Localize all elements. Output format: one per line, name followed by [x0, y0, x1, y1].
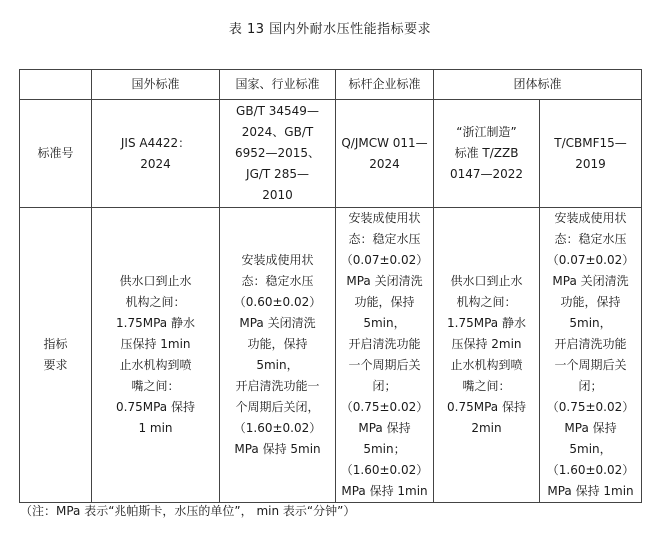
table-title: 表 13 国内外耐水压性能指标要求 [228, 22, 432, 37]
cell-req-zhejiang: 供水口到止水 机构之间： 1.75MPa 静水 压保持 2min 止水机构到喷 嘴之间： 0.75MPa 保持 2min [434, 208, 540, 503]
cell-standard-foreign: JIS A4422： 2024 [92, 100, 220, 208]
table-row [20, 208, 642, 503]
cell-standard-cbmf: T/CBMF15— 2019 [540, 100, 642, 208]
cell-req-cbmf: 安装成使用状 态：稳定水压 （0.07±0.02） MPa 关闭清洗 功能，保持 5min， 开启清洗功能 一个周期后关 闭； （0.75±0.02） MPa 保持 5min， （1.60±0.02） MPa 保持 1min [540, 208, 642, 503]
table-row [20, 100, 642, 208]
cell-standard-zhejiang: “浙江制造” 标准 T/ZZB 0147—2022 [434, 100, 540, 208]
header-benchmark-enterprise-standard: 标杆企业标准 [336, 70, 434, 100]
cell-standard-national: GB/T 34549— 2024、GB/T 6952—2015、 JG/T 285— 2010 [220, 100, 336, 208]
row-label-requirements: 指标 要求 [20, 208, 92, 503]
row-label-standard-number: 标准号 [20, 100, 92, 208]
cell-req-foreign: 供水口到止水 机构之间： 1.75MPa 静水 压保持 1min 止水机构到喷 嘴之间： 0.75MPa 保持 1 min [92, 208, 220, 503]
footnote: （注：MPa 表示“兆帕斯卡，水压的单位”， min 表示“分钟”） [20, 504, 356, 518]
header-foreign-standard: 国外标准 [92, 70, 220, 100]
header-row [20, 70, 642, 100]
header-group-standard: 团体标准 [434, 70, 642, 100]
header-national-standard: 国家、行业标准 [220, 70, 336, 100]
requirements-table [19, 69, 642, 503]
cell-req-benchmark: 安装成使用状 态：稳定水压 （0.07±0.02） MPa 关闭清洗 功能，保持 5min， 开启清洗功能 一个周期后关 闭； （0.75±0.02） MPa 保持 5min； （1.60±0.02） MPa 保持 1min [336, 208, 434, 503]
cell-standard-benchmark: Q/JMCW 011— 2024 [336, 100, 434, 208]
cell-req-national: 安装成使用状 态：稳定水压 （0.60±0.02） MPa 关闭清洗 功能，保持 5min， 开启清洗功能一 个周期后关闭， （1.60±0.02） MPa 保持 5min [220, 208, 336, 503]
header-empty-cell [20, 70, 92, 100]
